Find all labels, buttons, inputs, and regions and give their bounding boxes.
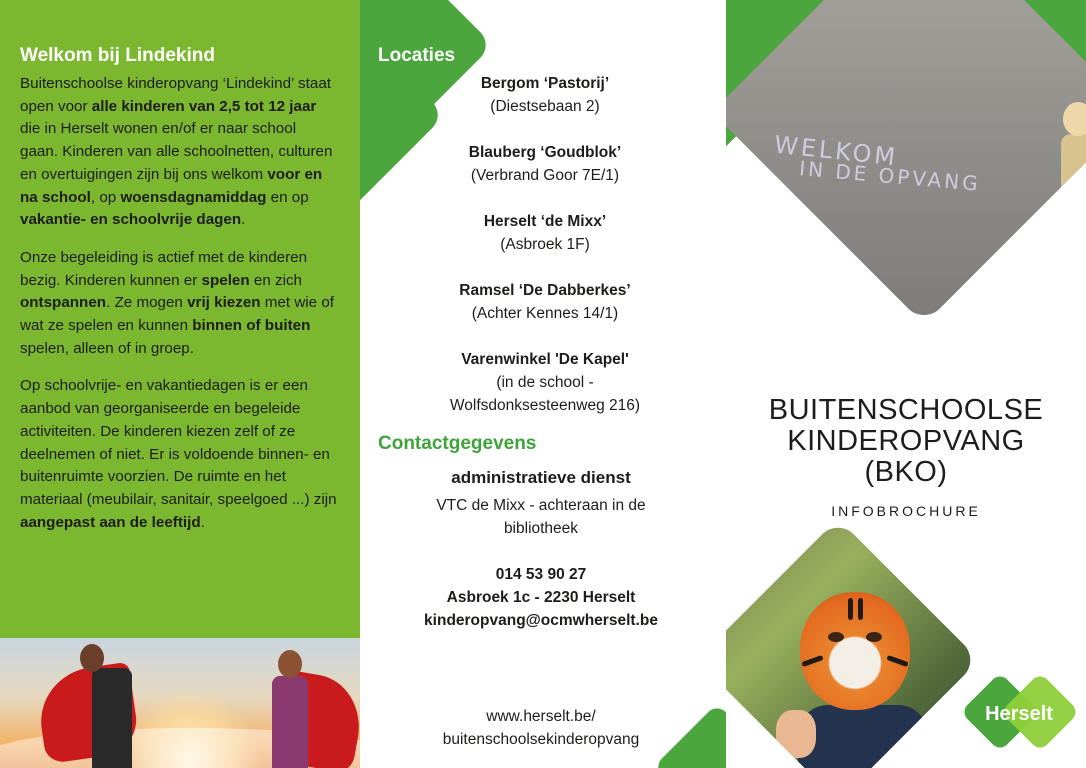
location-address-line2: Wolfsdonksesteenweg 216) bbox=[449, 397, 641, 414]
paint-stripe bbox=[886, 655, 908, 667]
kid-body bbox=[92, 668, 132, 768]
contact-location-line: VTC de Mixx - achteraan in de bbox=[436, 497, 646, 514]
text-run: , op bbox=[90, 188, 121, 206]
location-item bbox=[376, 348, 714, 417]
boy-shirt bbox=[798, 705, 928, 768]
contact-phone[interactable]: 014 53 90 27 bbox=[495, 566, 587, 583]
location-item bbox=[376, 141, 714, 187]
playground-photo bbox=[726, 0, 1086, 324]
contact-title: Contactgegevens bbox=[378, 433, 537, 454]
location-name: Herselt ‘de Mixx’ bbox=[483, 213, 607, 230]
contact-department: administratieve dienst bbox=[451, 468, 631, 487]
location-name: Ramsel ‘De Dabberkes’ bbox=[459, 282, 631, 299]
welcome-paragraph-1 bbox=[20, 73, 338, 232]
paint-stripe bbox=[848, 598, 853, 620]
text-run: Op schoolvrije- en vakantiedagen is er een aanbod van georganiseerde en begeleide activiteiten. De kinderen kiezen zelf of ze deelnemen of niet. Er is voldoende binnen- en buitenruimte voorzien. De ruimte en het materiaal (meubilair, sanitair, speelgoed ...) zijn bbox=[20, 377, 337, 508]
location-name: Blauberg ‘Goudblok’ bbox=[468, 144, 622, 161]
kid-figure bbox=[250, 638, 360, 768]
text-run: . Ze mogen bbox=[106, 294, 188, 312]
girl-body bbox=[1061, 134, 1086, 222]
location-name: Bergom ‘Pastorij’ bbox=[480, 75, 610, 92]
text-run: . bbox=[200, 513, 205, 531]
text-bold: vrij kiezen bbox=[187, 294, 261, 312]
boy-scene bbox=[726, 519, 979, 768]
paint-stripe bbox=[801, 655, 823, 667]
kid-body bbox=[272, 676, 308, 768]
text-run: . bbox=[241, 211, 246, 229]
location-address: (Verbrand Goor 7E/1) bbox=[470, 167, 620, 184]
cover-title-line: KINDEROPVANG bbox=[787, 425, 1025, 457]
contact-location bbox=[376, 494, 706, 540]
chalk-writing: IN DE OPVANG bbox=[798, 156, 982, 196]
cover-subtitle: INFOBROCHURE bbox=[831, 503, 981, 519]
text-bold: binnen of buiten bbox=[192, 317, 311, 335]
playground-scene bbox=[726, 0, 1086, 324]
location-item bbox=[376, 279, 714, 325]
middle-panel bbox=[360, 0, 726, 768]
text-bold: woensdagnamiddag bbox=[120, 188, 267, 206]
left-panel bbox=[0, 0, 360, 768]
girl-head bbox=[1063, 102, 1086, 136]
kid-figure bbox=[40, 638, 150, 768]
text-bold: aangepast aan de leeftijd bbox=[20, 513, 201, 531]
welcome-title: Welkom bij Lindekind bbox=[20, 45, 215, 66]
location-address: (Asbroek 1F) bbox=[500, 236, 590, 253]
text-run: spelen, alleen of in groep. bbox=[20, 339, 194, 357]
locations-list bbox=[376, 72, 714, 440]
kid-head bbox=[278, 650, 302, 678]
welcome-paragraph-3 bbox=[20, 375, 338, 534]
girl-figure bbox=[1059, 102, 1086, 222]
text-run: en zich bbox=[249, 271, 302, 289]
contact-details bbox=[376, 468, 706, 632]
location-address: (Diestsebaan 2) bbox=[490, 98, 600, 115]
boy-hand bbox=[776, 710, 816, 758]
right-panel bbox=[726, 0, 1086, 768]
location-address: (Achter Kennes 14/1) bbox=[471, 305, 619, 322]
text-bold: ontspannen bbox=[20, 294, 107, 312]
kid-head bbox=[80, 644, 104, 672]
text-bold: alle kinderen van 2,5 tot 12 jaar bbox=[91, 97, 317, 115]
superhero-kids-photo bbox=[0, 638, 360, 768]
face-paint-boy-photo bbox=[726, 519, 979, 768]
cover-title-block bbox=[726, 395, 1086, 519]
website-line: buitenschoolsekinderopvang bbox=[442, 731, 640, 748]
cover-title-line: BUITENSCHOOLSE bbox=[768, 394, 1044, 426]
text-run: Buitenschoolse kinderopvang ‘Lindekind’ staat open voor bbox=[20, 75, 331, 115]
herselt-logo bbox=[954, 678, 1084, 758]
welcome-block bbox=[0, 0, 360, 638]
text-bold: spelen bbox=[201, 271, 250, 289]
eye bbox=[828, 632, 844, 642]
logo-wordmark: Herselt bbox=[985, 703, 1053, 725]
text-bold: vakantie- en schoolvrije dagen bbox=[20, 211, 242, 229]
contact-street-address: Asbroek 1c - 2230 Herselt bbox=[446, 589, 636, 606]
website-line: www.herselt.be/ bbox=[486, 708, 596, 725]
contact-location-line: bibliotheek bbox=[503, 520, 579, 537]
cover-title-line: (BKO) bbox=[864, 456, 948, 488]
tiger-face-paint bbox=[800, 592, 910, 710]
website-link[interactable] bbox=[376, 705, 706, 751]
contact-email-link[interactable]: kinderopvang@ocmwherselt.be bbox=[424, 612, 658, 629]
text-run: die in Herselt wonen en/of er naar school gaan. Kinderen van alle schoolnetten, culturen en overtuigingen zijn bij ons welkom bbox=[20, 120, 333, 183]
location-item bbox=[376, 210, 714, 256]
location-name: Varenwinkel 'De Kapel' bbox=[461, 351, 629, 368]
locations-title: Locaties bbox=[378, 45, 456, 66]
chalk-writing: WELKOM bbox=[772, 130, 900, 172]
cover-title bbox=[726, 395, 1086, 488]
welcome-paragraph-2 bbox=[20, 247, 338, 361]
welcome-body bbox=[20, 73, 338, 549]
eye bbox=[866, 632, 882, 642]
text-run: en op bbox=[266, 188, 309, 206]
text-run: met wie of wat ze spelen en kunnen bbox=[20, 294, 334, 335]
paint-stripe bbox=[858, 598, 863, 620]
location-address: (in de school - bbox=[496, 374, 594, 391]
text-run: Onze begeleiding is actief met de kinderen bezig. Kinderen kunnen er bbox=[20, 248, 308, 289]
text-bold: voor en na school bbox=[20, 165, 323, 206]
location-item bbox=[376, 72, 714, 118]
